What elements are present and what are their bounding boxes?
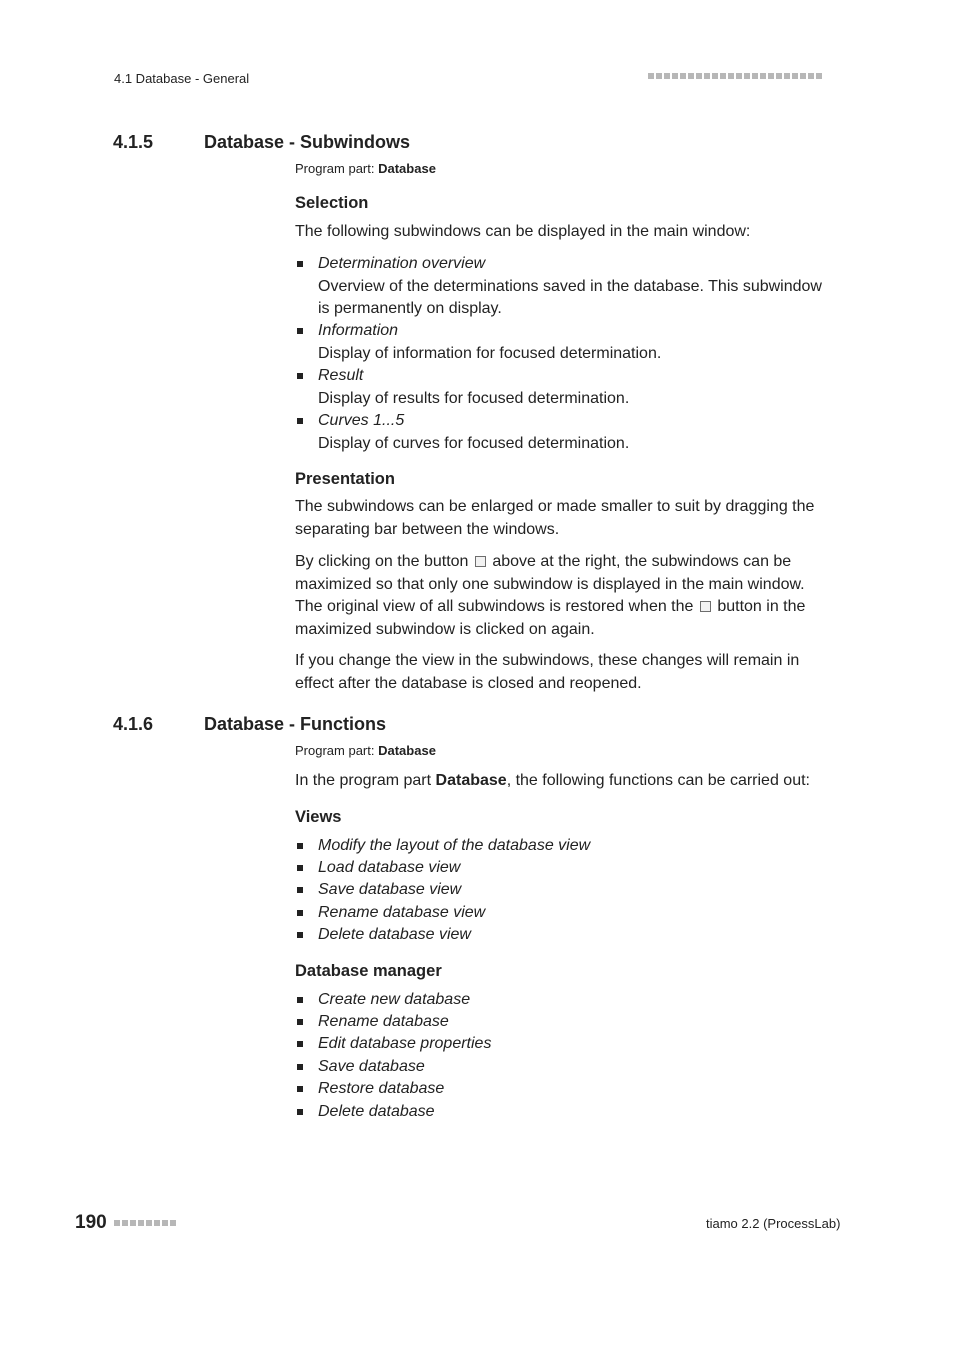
para-text: , the following functions can be carried out: [506, 772, 810, 789]
maximize-button-icon [475, 556, 486, 567]
program-part-value: Database [378, 743, 436, 758]
list-item [295, 1011, 835, 1034]
list-item [295, 320, 835, 365]
list-item [295, 835, 835, 858]
list-item-title: Save database [318, 1058, 425, 1075]
list-item-title: Edit database properties [318, 1035, 492, 1052]
list-item [295, 365, 835, 410]
selection-intro: The following subwindows can be displayed in the main window: [295, 223, 751, 240]
restore-button-icon [700, 601, 711, 612]
para-text: above at the right, the subwindows can be maximized so that only one subwindow is displayed in the main window. The original view of all subwindows is restored when the [295, 553, 805, 615]
list-item-title: Determination overview [318, 255, 486, 272]
list-item-title: Rename database [318, 1013, 449, 1030]
header-decoration-dots [648, 73, 822, 79]
manager-heading: Database manager [295, 962, 442, 980]
presentation-para-1: The subwindows can be enlarged or made smaller to suit by dragging the separating bar between the windows. [295, 498, 815, 538]
section-number: 4.1.6 [113, 714, 154, 734]
list-item [295, 879, 835, 902]
list-item-title: Load database view [318, 859, 461, 876]
footer-product: tiamo 2.2 (ProcessLab) [706, 1216, 841, 1231]
para-text: In the program part [295, 772, 432, 789]
program-part-label: Program part: [295, 743, 375, 758]
section-number: 4.1.5 [113, 132, 154, 152]
para-text: By clicking on the button [295, 553, 469, 570]
list-item-title: Delete database [318, 1103, 435, 1120]
list-item-title: Information [318, 322, 399, 339]
list-item [295, 857, 835, 880]
footer-decoration-dots [114, 1220, 176, 1226]
list-item-title: Save database view [318, 881, 462, 898]
page-number: 190 [75, 1212, 107, 1233]
list-item [295, 1078, 835, 1101]
list-item-desc: Display of results for focused determination. [318, 389, 630, 407]
list-item-desc: Overview of the determinations saved in the database. This subwindow is permanently on display. [318, 277, 822, 317]
list-item [295, 1101, 835, 1124]
selection-heading: Selection [295, 194, 369, 212]
views-heading: Views [295, 808, 342, 826]
list-item-title: Delete database view [318, 926, 471, 943]
list-item-title: Rename database view [318, 904, 486, 921]
presentation-para-2 [295, 551, 835, 641]
list-item [295, 253, 835, 321]
list-item-title: Create new database [318, 991, 471, 1008]
functions-intro [295, 770, 835, 793]
para-text: button in the maximized subwindow is clicked on again. [295, 598, 806, 638]
list-item [295, 924, 835, 947]
presentation-heading: Presentation [295, 470, 395, 488]
list-item [295, 410, 835, 455]
list-item [295, 1033, 835, 1056]
list-item [295, 989, 835, 1012]
program-part-value: Database [378, 161, 436, 176]
program-part-label: Program part: [295, 161, 375, 176]
presentation-para-3: If you change the view in the subwindows, these changes will remain in effect after the database is closed and reopened. [295, 652, 800, 692]
list-item-desc: Display of curves for focused determination. [318, 434, 630, 452]
list-item-title: Restore database [318, 1080, 445, 1097]
section-title: Database - Functions [204, 714, 387, 734]
program-part [295, 743, 436, 758]
running-header: 4.1 Database - General [114, 71, 250, 86]
list-item-desc: Display of information for focused determination. [318, 344, 662, 362]
list-item-title: Curves 1...5 [318, 412, 405, 429]
list-item [295, 1056, 835, 1079]
section-title: Database - Subwindows [204, 132, 411, 152]
list-item-title: Modify the layout of the database view [318, 837, 591, 854]
para-bold: Database [435, 772, 507, 789]
list-item [295, 902, 835, 925]
program-part [295, 161, 436, 176]
list-item-title: Result [318, 367, 364, 384]
